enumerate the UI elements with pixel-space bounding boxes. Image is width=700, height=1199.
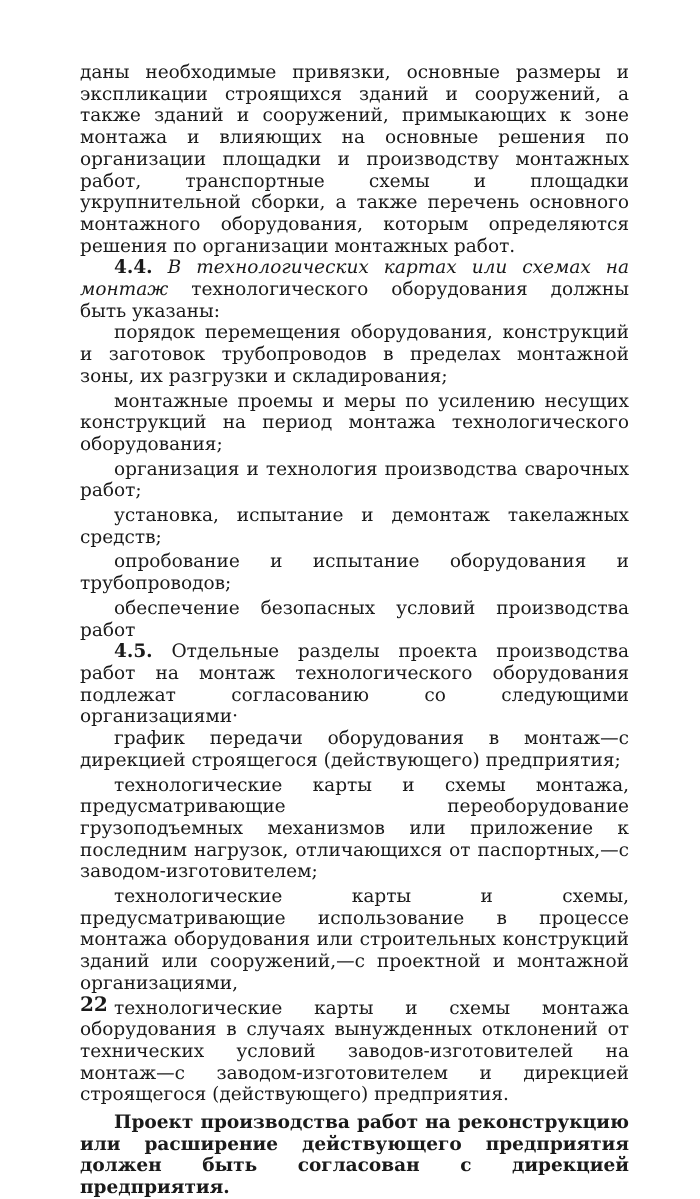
- section-4-4-italic: В технологических картах или схемах на монтаж: [80, 257, 630, 301]
- section-4-4-number: 4.4.: [114, 257, 153, 279]
- list-item: обеспечение безопасных условий производства работ: [80, 597, 629, 641]
- paragraph-intro: даны необходимые привязки, основные размеры и экспликации строящихся зданий и сооружений, а также зданий и сооружений, примыкающих к зоне монтажа и влияющих на основные решения по организации площадки и производству монтажных работ, транспортные схемы и площадки укрупнительной сборки, а также перечень основного монтажного оборудования, которым определяются решения по организации монтажных работ.: [80, 62, 629, 257]
- list-item: порядок перемещения оборудования, конструкций и заготовок трубопроводов в пределах монтажной зоны, их разгрузки и складирования;: [80, 322, 629, 387]
- list-item: установка, испытание и демонтаж такелажных средств;: [80, 505, 629, 548]
- list-item: организация и технология производства сварочных работ;: [80, 458, 629, 502]
- list-item: технологические карты и схемы монтажа, предусматривающие переоборудование грузоподъемных механизмов или приложение к последним нагрузок, отличающихся от паспортных,—с заводом-изготовителем;: [80, 774, 629, 883]
- list-item: технологические карты и схемы монтажа оборудования в случаях вынужденных отклонений от технических условий заводов-изготовителей на монтаж—с заводом-изготовителем и дирекцией строящегося (действующего) предприятия.: [80, 997, 629, 1106]
- list-item: график передачи оборудования в монтаж—с дирекцией строящегося (действующего) предприятия;: [80, 728, 629, 771]
- page-body: [80, 62, 629, 1199]
- list-item: опробование и испытание оборудования и трубопроводов;: [80, 551, 629, 595]
- paragraph-final: Проект производства работ на реконструкцию или расширение действующего предприятия должен быть согласован с дирекцией предприятия.: [80, 1112, 629, 1199]
- list-item: технологические карты и схемы, предусматривающие использование в процессе монтажа оборудования или строительных конструкций зданий или сооружений,—с проектной и монтажной организациями,: [80, 886, 629, 994]
- list-item: монтажные проемы и меры по усилению несущих конструкций на период монтажа технологического оборудования;: [80, 390, 629, 455]
- section-4-5-text: Отдельные разделы проекта производства работ на монтаж технологического оборудования подлежат согласованию со следующими организациями·: [80, 641, 629, 728]
- section-4-4-rest: технологического оборудования должны быть указаны:: [80, 279, 629, 322]
- page-number: 22: [80, 992, 108, 1016]
- section-4-5-number: 4.5.: [114, 641, 153, 663]
- section-4-5-heading: [80, 641, 629, 728]
- section-4-4-heading: [80, 257, 629, 322]
